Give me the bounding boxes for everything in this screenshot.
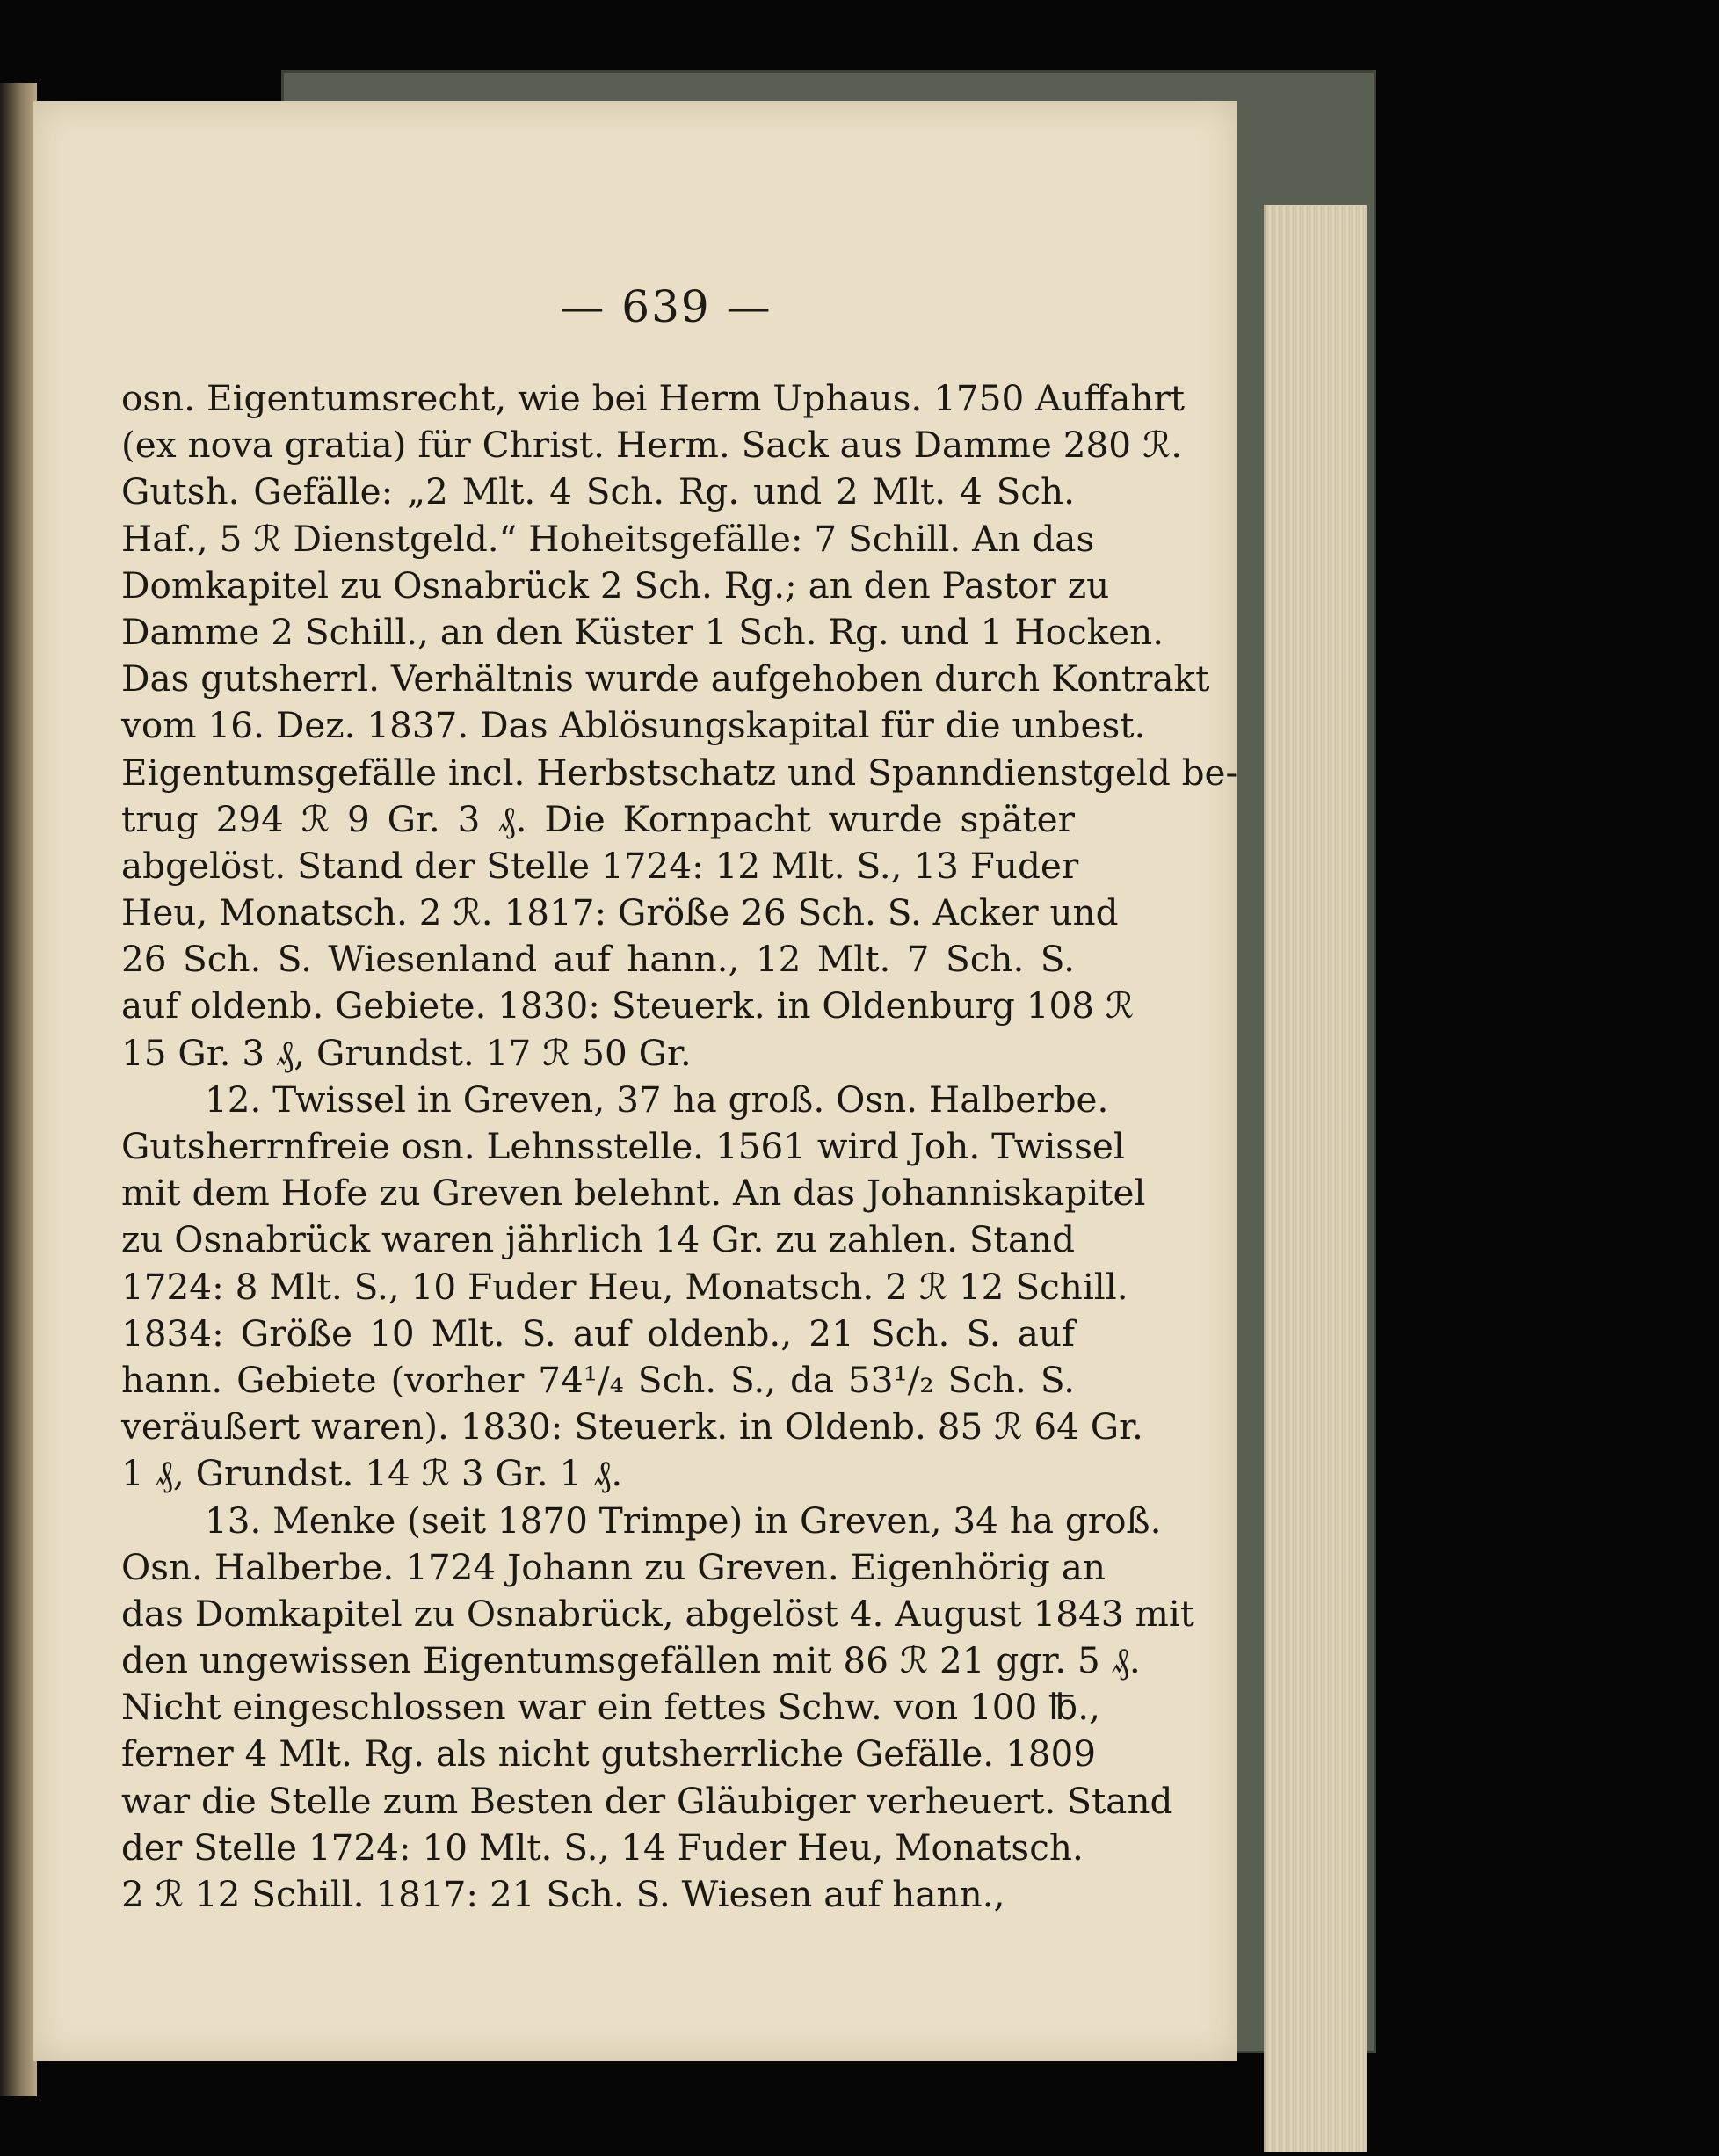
text-line: 1724: 8 Mlt. S., 10 Fuder Heu, Monatsch. 2 ℛ 12 Schill. (121, 1265, 1128, 1308)
text-line: der Stelle 1724: 10 Mlt. S., 14 Fuder Heu, Monatsch. (121, 1826, 1084, 1869)
previous-page-edge (0, 83, 37, 2096)
text-line: Das gutsherrl. Verhältnis wurde aufgehoben durch Kontrakt (121, 657, 1210, 701)
page-number: — 639 — (560, 281, 772, 332)
book-page (33, 101, 1237, 2061)
text-line: trug 294 ℛ 9 Gr. 3 ₰. Die Kornpacht wurde später (121, 797, 1075, 840)
text-line: 1834: Größe 10 Mlt. S. auf oldenb., 21 Sch. S. auf (121, 1311, 1075, 1354)
text-line: osn. Eigentumsrecht, wie bei Herm Uphaus. 1750 Auffahrt (121, 377, 1186, 419)
body-text (121, 375, 1238, 1918)
text-line: 26 Sch. S. Wiesenland auf hann., 12 Mlt. 7 Sch. S. (121, 938, 1075, 981)
text-line: 1 ₰, Grundst. 14 ℛ 3 Gr. 1 ₰. (121, 1452, 623, 1495)
text-line: Haf., 5 ℛ Dienstgeld.“ Hoheitsgefälle: 7 Schill. An das (121, 517, 1095, 560)
text-line: 2 ℛ 12 Schill. 1817: 21 Sch. S. Wiesen auf hann., (121, 1873, 1005, 1915)
text-line: Gutsherrnfreie osn. Lehnsstelle. 1561 wird Joh. Twissel (121, 1125, 1125, 1167)
text-line: vom 16. Dez. 1837. Das Ablösungskapital für die unbest. (121, 704, 1146, 747)
text-line: Domkapitel zu Osnabrück 2 Sch. Rg.; an den Pastor zu (121, 563, 1110, 606)
text-line: Heu, Monatsch. 2 ℛ. 1817: Größe 26 Sch. S. Acker und (121, 891, 1119, 934)
text-line: Osn. Halberbe. 1724 Johann zu Greven. Eigenhörig an (121, 1545, 1106, 1588)
text-line: Nicht eingeschlossen war ein fettes Schw. von 100 ℔., (121, 1686, 1101, 1729)
text-line: 15 Gr. 3 ₰, Grundst. 17 ℛ 50 Gr. (121, 1031, 692, 1074)
text-line: hann. Gebiete (vorher 74¹/₄ Sch. S., da 53¹/₂ Sch. S. (121, 1358, 1075, 1401)
page-stack-edge (1264, 205, 1367, 2152)
text-line: mit dem Hofe zu Greven belehnt. An das Johanniskapitel (121, 1172, 1146, 1215)
text-line: ferner 4 Mlt. Rg. als nicht gutsherrliche Gefälle. 1809 (121, 1732, 1097, 1775)
text-line: abgelöst. Stand der Stelle 1724: 12 Mlt. S., 13 Fuder (121, 844, 1079, 887)
text-line: Eigentumsgefälle incl. Herbstschatz und Spanndienstgeld be- (121, 751, 1238, 794)
text-line: das Domkapitel zu Osnabrück, abgelöst 4. August 1843 mit (121, 1592, 1195, 1635)
text-line: 13. Menke (seit 1870 Trimpe) in Greven, 34 ha groß. (205, 1499, 1162, 1542)
text-line: den ungewissen Eigentumsgefällen mit 86 ℛ 21 ggr. 5 ₰. (121, 1639, 1141, 1682)
text-line: 12. Twissel in Greven, 37 ha groß. Osn. Halberbe. (205, 1078, 1109, 1121)
text-line: Gutsh. Gefälle: „2 Mlt. 4 Sch. Rg. und 2 Mlt. 4 Sch. (121, 470, 1075, 513)
text-line: auf oldenb. Gebiete. 1830: Steuerk. in Oldenburg 108 ℛ (121, 984, 1135, 1027)
text-line: Damme 2 Schill., an den Küster 1 Sch. Rg. und 1 Hocken. (121, 610, 1164, 653)
text-line: veräußert waren). 1830: Steuerk. in Oldenb. 85 ℛ 64 Gr. (121, 1405, 1143, 1448)
text-line: (ex nova gratia) für Christ. Herm. Sack aus Damme 280 ℛ. (121, 424, 1183, 467)
text-line: zu Osnabrück waren jährlich 14 Gr. zu zahlen. Stand (121, 1218, 1075, 1261)
text-line: war die Stelle zum Besten der Gläubiger verheuert. Stand (121, 1779, 1173, 1822)
